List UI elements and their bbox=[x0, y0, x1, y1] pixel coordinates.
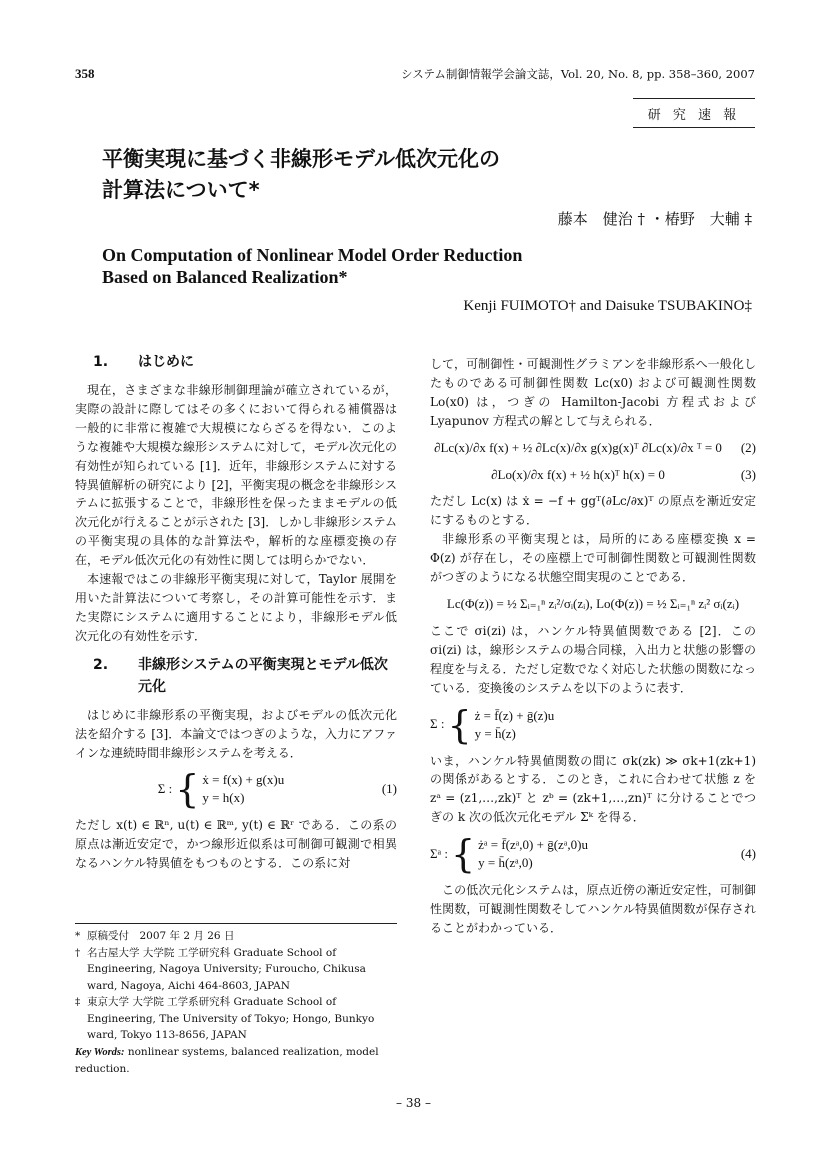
paragraph: ただし Lc(x) は ẋ = −f + ggᵀ(∂Lc/∂x)ᵀ の原点を漸近安定にするものとする． bbox=[430, 494, 756, 528]
equation-body: Lc(Φ(z)) = ½ Σᵢ₌₁ⁿ zᵢ²/σᵢ(zᵢ), Lo(Φ(z)) = ½ Σᵢ₌₁ⁿ zᵢ² σᵢ(zᵢ) bbox=[446, 595, 740, 611]
paragraph: 非線形系の平衡実現とは，局所的にある座標変換 x = Φ(z) が存在し，その座標上で可制御性関数と可観測性関数がつぎのようになる状態空間実現のことである． bbox=[430, 532, 756, 585]
paragraph: して，可制御性・可観測性グラミアンを非線形系へ一般化したものである可制御性関数 Lc(x0) および可観測性関数 Lo(x0) は，つぎの Hamilton-Jacobi 方程式および Lyapunov 方程式の解として与えられる． bbox=[430, 357, 756, 428]
keywords-text: nonlinear systems, balanced realization, model reduction. bbox=[75, 1045, 379, 1075]
equation-balanced bbox=[430, 595, 756, 614]
equation-line: y = h̄(z) bbox=[474, 725, 516, 741]
equation-number: (3) bbox=[740, 466, 756, 482]
right-column bbox=[430, 355, 756, 938]
footnote: * 原稿受付 2007 年 2 月 26 日 bbox=[75, 930, 235, 942]
article-category: 研 究 速 報 bbox=[633, 98, 755, 128]
section-heading-1 bbox=[75, 351, 397, 373]
journal-citation: システム制御情報学会論文誌，Vol. 20, No. 8, pp. 358–360, 2007 bbox=[401, 67, 755, 81]
paragraph: 現在，さまざまな非線形制御理論が確立されているが，実際の設計に際してはその多くにおいて得られる補償器は一般的に非常に複雑で大規模にならざるを得ない．このような複雑や大規模な線形システムに対して，モデル次元化の有効性が知られている [1]．近年，非線形システムに対する特異値解析の研究により [2]，平衡実現の概念を非線形システムに拡張することで，非線形性を保ったままモデルの低次元化が行えることが示された [3]．しかし非線形システムの平衡実現の具体的な計算法や，解析的な座標変換の存在，モデル低次元化の有効性に関しては明らかでない． bbox=[75, 383, 397, 568]
equation-4 bbox=[430, 832, 756, 877]
paragraph: ただし x(t) ∈ ℝⁿ, u(t) ∈ ℝᵐ, y(t) ∈ ℝʳ である．この系の原点は漸近安定で，かつ線形近似系は可制御可観測で相異なるハンケル特異値をもつものとする．この系に対 bbox=[75, 818, 397, 871]
footnote: ‡ 東京大学 大学院 工学系研究科 Graduate School of Engineering, The University of Tokyo; Hongo, Bunkyo ward, Tokyo 113-8656, JAPAN bbox=[75, 996, 375, 1041]
equation-number: (1) bbox=[381, 780, 397, 796]
equation-body: ∂Lc(x)/∂x f(x) + ½ ∂Lc(x)/∂x g(x)g(x)ᵀ ∂Lc(x)/∂x ᵀ = 0 bbox=[434, 439, 722, 455]
footnote-divider bbox=[75, 923, 397, 924]
brace-icon: { bbox=[447, 702, 472, 747]
left-column bbox=[75, 351, 397, 873]
paragraph: この低次元化システムは，原点近傍の漸近安定性，可制御性関数，可観測性関数そしてハンケル特異値関数が保存されることがわかっている． bbox=[430, 883, 756, 935]
section-heading-2 bbox=[75, 654, 397, 698]
authors-japanese: 藤本 健治 † ・椿野 大輔 ‡ bbox=[557, 210, 752, 228]
paragraph: いま，ハンケル特異値関数の間に σk(zk) ≫ σk+1(zk+1) の関係があるとする．このとき，これに合わせて状態 z を zᵃ = (z1,…,zk)ᵀ と zᵇ = (zk+1,…,zn)ᵀ に分けることでつぎの k 次の低次元化モデル Σᵏ を得る． bbox=[430, 753, 756, 825]
paragraph: はじめに非線形系の平衡実現，およびモデルの低次元化法を紹介する [3]．本論文ではつぎのような，入力にアファインな連続時間非線形システムを考える． bbox=[75, 707, 397, 760]
equation-line: y = h̄(zᵃ,0) bbox=[478, 855, 533, 871]
equation-2 bbox=[430, 439, 756, 458]
equation-line: ẋ = f(x) + g(x)u bbox=[202, 772, 285, 788]
equation-line: żᵃ = f̄(zᵃ,0) + ḡ(zᵃ,0)u bbox=[478, 837, 588, 853]
equation-body: ∂Lo(x)/∂x f(x) + ½ h(x)ᵀ h(x) = 0 bbox=[491, 466, 665, 482]
page-number: 358 bbox=[75, 66, 95, 81]
title-english bbox=[102, 244, 752, 288]
footnotes bbox=[75, 928, 397, 1078]
title-en-line-2: Based on Balanced Realization* bbox=[102, 267, 348, 287]
brace-icon: { bbox=[175, 767, 200, 812]
title-en-line-1: On Computation of Nonlinear Model Order Reduction bbox=[102, 245, 523, 265]
equation-number: (4) bbox=[740, 845, 756, 861]
title-ja-line-2: 計算法について* bbox=[102, 178, 260, 202]
footer-page-number: – 38 – bbox=[396, 1096, 431, 1110]
equation-3 bbox=[430, 466, 756, 485]
title-ja-line-1: 平衡実現に基づく非線形モデル低次元化の bbox=[102, 147, 500, 171]
equation-transformed bbox=[430, 702, 756, 747]
paragraph: ここで σi(zi) は，ハンケル特異値関数である [2]．このσi(zi) は，線形システムの場合同様，入出力と状態の影響の程度を与える．ただし定数でなく対応した状態の関数になっている．変換後のシステムを以下のように表す． bbox=[430, 623, 756, 695]
section-number: 2. bbox=[93, 656, 109, 673]
equation-label: Σ : bbox=[157, 780, 173, 796]
authors-english: Kenji FUIMOTO† and Daisuke TSUBAKINO‡ bbox=[463, 298, 752, 314]
keywords bbox=[75, 1044, 397, 1078]
section-title: はじめに bbox=[138, 354, 194, 370]
footnote: † 名古屋大学 大学院 工学研究科 Graduate School of Engineering, Nagoya University; Furoucho, Chikusa ward, Nagoya, Aichi 464-8603, JAPAN bbox=[75, 946, 366, 992]
equation-label: Σᵃ : bbox=[430, 845, 448, 861]
equation-1 bbox=[75, 767, 397, 812]
equation-line: ż = f̄(z) + ḡ(z)u bbox=[474, 707, 555, 723]
equation-label: Σ : bbox=[430, 716, 445, 732]
paragraph: 本速報ではこの非線形平衡実現に対して，Taylor 展開を用いた計算法について考察し，その計算可能性を示す．また実際にシステムに適用することにより，非線形モデル低次元化の有効性を示す． bbox=[75, 572, 397, 643]
title-japanese bbox=[102, 144, 722, 206]
keywords-label: Key Words: bbox=[75, 1046, 125, 1058]
section-title: 非線形システムの平衡実現とモデル低次元化 bbox=[138, 656, 388, 695]
brace-icon: { bbox=[450, 832, 476, 877]
equation-number: (2) bbox=[740, 439, 756, 455]
section-number: 1. bbox=[93, 354, 109, 370]
equation-line: y = h(x) bbox=[202, 790, 245, 806]
